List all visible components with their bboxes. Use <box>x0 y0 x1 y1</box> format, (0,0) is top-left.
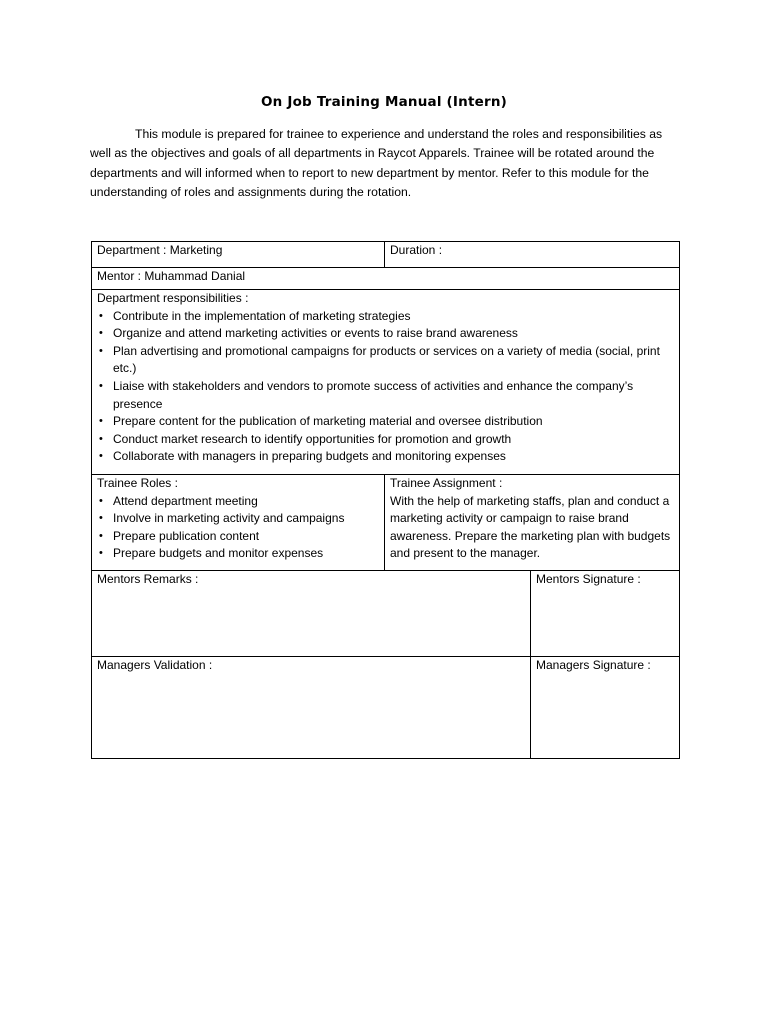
list-item <box>97 510 379 528</box>
list-item <box>97 528 379 546</box>
list-item-text: Plan advertising and promotional campaigns for products or services on a variety of media (social, print etc.) <box>113 343 660 376</box>
bullet-icon: • <box>99 415 103 428</box>
list-item-text: Contribute in the implementation of marketing strategies <box>113 308 411 323</box>
department-cell: Department : Marketing <box>92 242 385 268</box>
list-item-text: Conduct market research to identify opportunities for promotion and growth <box>113 431 512 446</box>
list-item <box>97 343 674 378</box>
bullet-icon: • <box>99 344 103 357</box>
bullet-icon: • <box>99 379 103 392</box>
table-row <box>92 242 680 268</box>
mentors-signature-cell: Mentors Signature : <box>531 571 680 657</box>
table-row <box>92 657 680 759</box>
list-item-text: Liaise with stakeholders and vendors to promote success of activities and enhance the company’s presence <box>113 378 634 411</box>
trainee-assignment-cell <box>385 475 680 571</box>
bullet-icon: • <box>99 529 103 542</box>
list-item <box>97 431 674 449</box>
bullet-icon: • <box>99 432 103 445</box>
responsibilities-heading: Department responsibilities : <box>97 291 249 305</box>
bullet-icon: • <box>99 547 103 560</box>
table-row <box>92 571 680 657</box>
trainee-roles-cell <box>92 475 385 571</box>
managers-signature-cell: Managers Signature : <box>531 657 680 759</box>
list-item <box>97 413 674 431</box>
list-item-text: Prepare content for the publication of marketing material and oversee distribution <box>113 414 543 429</box>
bullet-icon: • <box>99 512 103 525</box>
list-item <box>97 325 674 343</box>
table-row <box>92 475 680 571</box>
list-item <box>97 308 674 326</box>
list-item-text: Organize and attend marketing activities or events to raise brand awareness <box>113 326 518 341</box>
trainee-assignment-heading: Trainee Assignment : <box>390 476 503 490</box>
responsibilities-list <box>97 308 674 466</box>
list-item <box>97 493 379 511</box>
list-item-text: Involve in marketing activity and campaigns <box>113 511 345 526</box>
duration-cell: Duration : <box>385 242 680 268</box>
trainee-roles-heading: Trainee Roles : <box>97 476 178 490</box>
intro-paragraph: This module is prepared for trainee to experience and understand the roles and responsibilities as well as the objectives and goals of all departments in Raycot Apparels. Trainee will be rotated around the departments and will informed when to report to new department by mentor. Refer to this module for the understanding of roles and assignments during the rotation. <box>90 127 663 200</box>
trainee-assignment-text: With the help of marketing staffs, plan and conduct a marketing activity or campaign to raise brand awareness. Prepare the marketing plan with budgets and present to the manager. <box>390 493 671 561</box>
training-form-table <box>91 241 680 759</box>
mentor-cell: Mentor : Muhammad Danial <box>92 268 680 290</box>
list-item-text: Collaborate with managers in preparing budgets and monitoring expenses <box>113 449 506 464</box>
table-row <box>92 290 680 475</box>
list-item-text: Prepare publication content <box>113 528 260 543</box>
list-item <box>97 378 674 413</box>
bullet-icon: • <box>99 327 103 340</box>
bullet-icon: • <box>99 450 103 463</box>
managers-validation-cell: Managers Validation : <box>92 657 531 759</box>
trainee-roles-list <box>97 493 379 563</box>
list-item-text: Prepare budgets and monitor expenses <box>113 546 324 561</box>
page-title: On Job Training Manual (Intern) <box>260 94 508 110</box>
list-item-text: Attend department meeting <box>113 493 258 508</box>
bullet-icon: • <box>99 309 103 322</box>
list-item <box>97 545 379 563</box>
table-row <box>92 268 680 290</box>
bullet-icon: • <box>99 494 103 507</box>
mentors-remarks-cell: Mentors Remarks : <box>92 571 531 657</box>
list-item <box>97 448 674 466</box>
responsibilities-cell <box>92 290 680 475</box>
